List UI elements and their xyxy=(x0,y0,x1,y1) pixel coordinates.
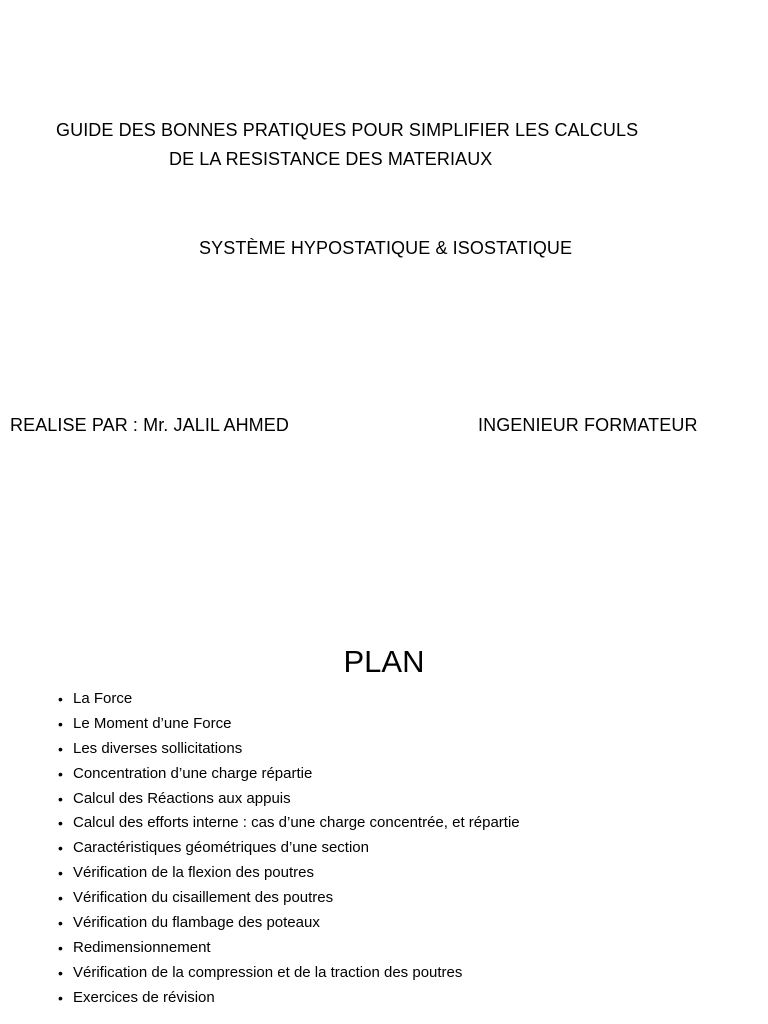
bullet-icon: • xyxy=(58,691,63,707)
plan-item xyxy=(58,986,520,1011)
bullet-icon: • xyxy=(58,815,63,832)
plan-item xyxy=(58,836,520,861)
plan-item xyxy=(58,762,520,787)
plan-item-label: Caractéristiques géométriques d’une section xyxy=(73,839,369,857)
bullet-icon: • xyxy=(58,964,63,981)
plan-heading: PLAN xyxy=(343,644,425,679)
plan-item xyxy=(58,712,520,737)
plan-item xyxy=(58,687,520,712)
plan-item xyxy=(58,886,520,911)
plan-item-label: Vérification du cisaillement des poutres xyxy=(73,889,334,907)
plan-item xyxy=(58,961,520,986)
bullet-icon: • xyxy=(58,740,63,757)
plan-item xyxy=(58,787,520,812)
bullet-icon: • xyxy=(58,840,63,857)
document-subtitle: SYSTÈME HYPOSTATIQUE & ISOSTATIQUE xyxy=(199,238,573,258)
plan-item-label: Concentration d’une charge répartie xyxy=(73,764,313,782)
plan-list xyxy=(58,687,520,1011)
plan-item-label: Vérification de la flexion des poutres xyxy=(73,864,314,882)
bullet-icon: • xyxy=(58,715,63,732)
plan-item-label: Calcul des efforts interne : cas d’une charge concentrée, et répartie xyxy=(73,814,520,832)
plan-item xyxy=(58,861,520,886)
bullet-icon: • xyxy=(58,989,63,1006)
plan-item xyxy=(58,911,520,936)
bullet-icon: • xyxy=(58,765,63,782)
plan-item-label: Le Moment d’une Force xyxy=(73,714,232,732)
bullet-icon: • xyxy=(58,865,63,882)
document-title-line-2: DE LA RESISTANCE DES MATERIAUX xyxy=(169,149,493,169)
plan-item xyxy=(58,936,520,961)
bullet-icon: • xyxy=(58,890,63,907)
author-role: INGENIEUR FORMATEUR xyxy=(478,415,698,435)
plan-item-label: Exercices de révision xyxy=(73,988,215,1006)
plan-item xyxy=(58,737,520,762)
author-line: REALISE PAR : Mr. JALIL AHMED xyxy=(10,415,289,435)
document-title-line-1: GUIDE DES BONNES PRATIQUES POUR SIMPLIFIER LES CALCULS xyxy=(56,120,639,140)
plan-item-label: Calcul des Réactions aux appuis xyxy=(73,789,291,807)
bullet-icon: • xyxy=(58,790,63,807)
bullet-icon: • xyxy=(58,939,63,956)
plan-item-label: Les diverses sollicitations xyxy=(73,739,243,757)
plan-item-label: Redimensionnement xyxy=(73,938,211,956)
plan-item-label: Vérification du flambage des poteaux xyxy=(73,914,320,932)
bullet-icon: • xyxy=(58,915,63,932)
plan-item-label: La Force xyxy=(73,690,133,707)
plan-item-label: Vérification de la compression et de la traction des poutres xyxy=(73,963,463,981)
plan-item xyxy=(58,811,520,836)
